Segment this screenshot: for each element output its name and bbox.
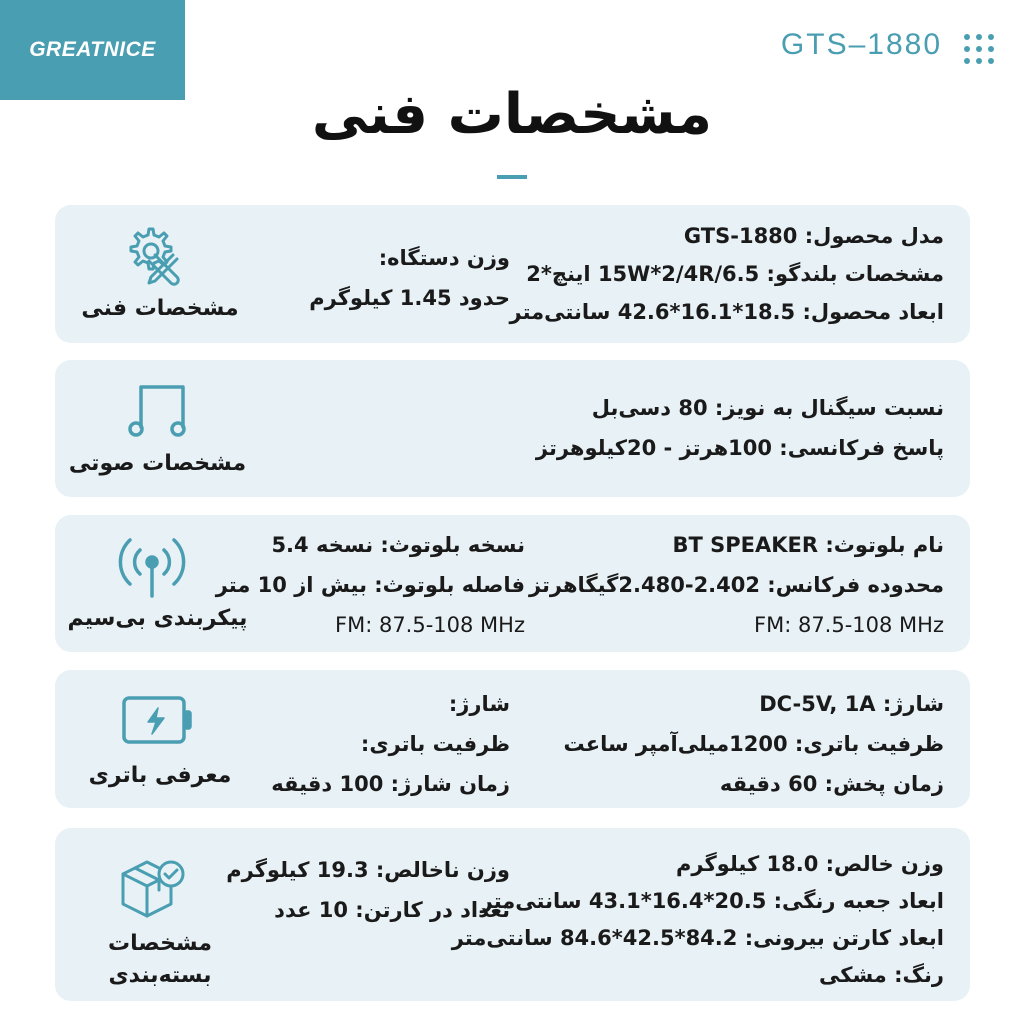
spec-line: تعداد در کارتن: 10 عدد [274, 898, 510, 922]
spec-line: فاصله بلوتوث: بیش از 10 متر [215, 573, 525, 597]
spec-line: شارژ: [448, 692, 510, 716]
gear-wrench-icon [115, 217, 195, 297]
spec-line: زمان شارژ: 100 دقیقه [271, 772, 510, 796]
spec-line: ابعاد کارتن بیرونی: 84.2*42.5*84.6 سانتی‌متر [451, 926, 944, 950]
spec-card-wireless [55, 515, 970, 652]
title-divider [497, 175, 527, 179]
spec-line: نسخه بلوتوث: نسخه 5.4 [271, 533, 525, 557]
spec-line: زمان پخش: 60 دقیقه [719, 772, 944, 796]
spec-col-right [510, 217, 945, 331]
spec-card-packaging [55, 828, 970, 1001]
spec-line: رنگ: مشکی [818, 963, 944, 987]
section-label: معرفی باتری [88, 763, 232, 788]
spec-card-technical [55, 205, 970, 343]
spec-line: مشخصات بلندگو: 15W*2/4R/6.5 اینچ*2 [526, 262, 944, 286]
package-check-icon [113, 848, 193, 928]
spec-line: ظرفیت باتری: 1200میلی‌آمپر ساعت [563, 732, 944, 756]
spec-col-right [452, 846, 944, 994]
spec-col-right [529, 525, 944, 645]
spec-line: وزن دستگاه: [378, 246, 510, 270]
spec-line: نسبت سیگنال به نویز: 80 دسی‌بل [591, 396, 944, 420]
spec-card-battery [55, 670, 970, 808]
spec-line: حدود 1.45 کیلوگرم [309, 286, 510, 310]
spec-col-right [536, 388, 944, 468]
section-label-line: مشخصات [108, 931, 212, 956]
spec-line: ابعاد محصول: 18.5*16.1*42.6 سانتی‌متر [509, 300, 944, 324]
spec-line: FM: 87.5-108 MHz [754, 613, 944, 637]
model-code: GTS–1880 [780, 28, 942, 61]
section-label: مشخصات فنی [81, 296, 239, 321]
spec-line: نام بلوتوث: BT SPEAKER [672, 533, 944, 557]
spec-card-audio [55, 360, 970, 497]
battery-charging-icon [117, 680, 197, 760]
spec-line: شارژ: DC-5V, 1A [759, 692, 944, 716]
spec-col-left [271, 684, 510, 804]
spec-line: FM: 87.5-108 MHz [335, 613, 525, 637]
spec-line: ابعاد جعبه رنگی: 20.5*16.4*43.1 سانتی‌متر [480, 889, 944, 913]
spec-line: وزن ناخالص: 19.3 کیلوگرم [226, 858, 510, 882]
spec-col-left [216, 525, 525, 645]
section-label [70, 928, 250, 992]
spec-line: مدل محصول: GTS-1880 [683, 224, 944, 248]
spec-col-right [564, 684, 945, 804]
spec-line: محدوده فرکانس: 2.402-2.480گیگاهرتز [528, 573, 944, 597]
spec-line: پاسخ فرکانسی: 100هرتز - 20کیلوهرتز [535, 436, 944, 460]
wireless-antenna-icon [112, 523, 192, 603]
logo-text: GREATNICE [29, 38, 156, 61]
page-title: مشخصات فنی [311, 82, 713, 147]
grid-dots-icon [964, 34, 994, 64]
spec-col-left [309, 238, 510, 318]
section-label: مشخصات صوتی [68, 451, 247, 476]
spec-line: وزن خالص: 18.0 کیلوگرم [676, 852, 944, 876]
spec-line: ظرفیت باتری: [360, 732, 510, 756]
section-label-line: بسته‌بندی [108, 962, 212, 988]
music-note-icon [118, 368, 198, 448]
section-label: پیکربندی بی‌سیم [67, 606, 248, 631]
